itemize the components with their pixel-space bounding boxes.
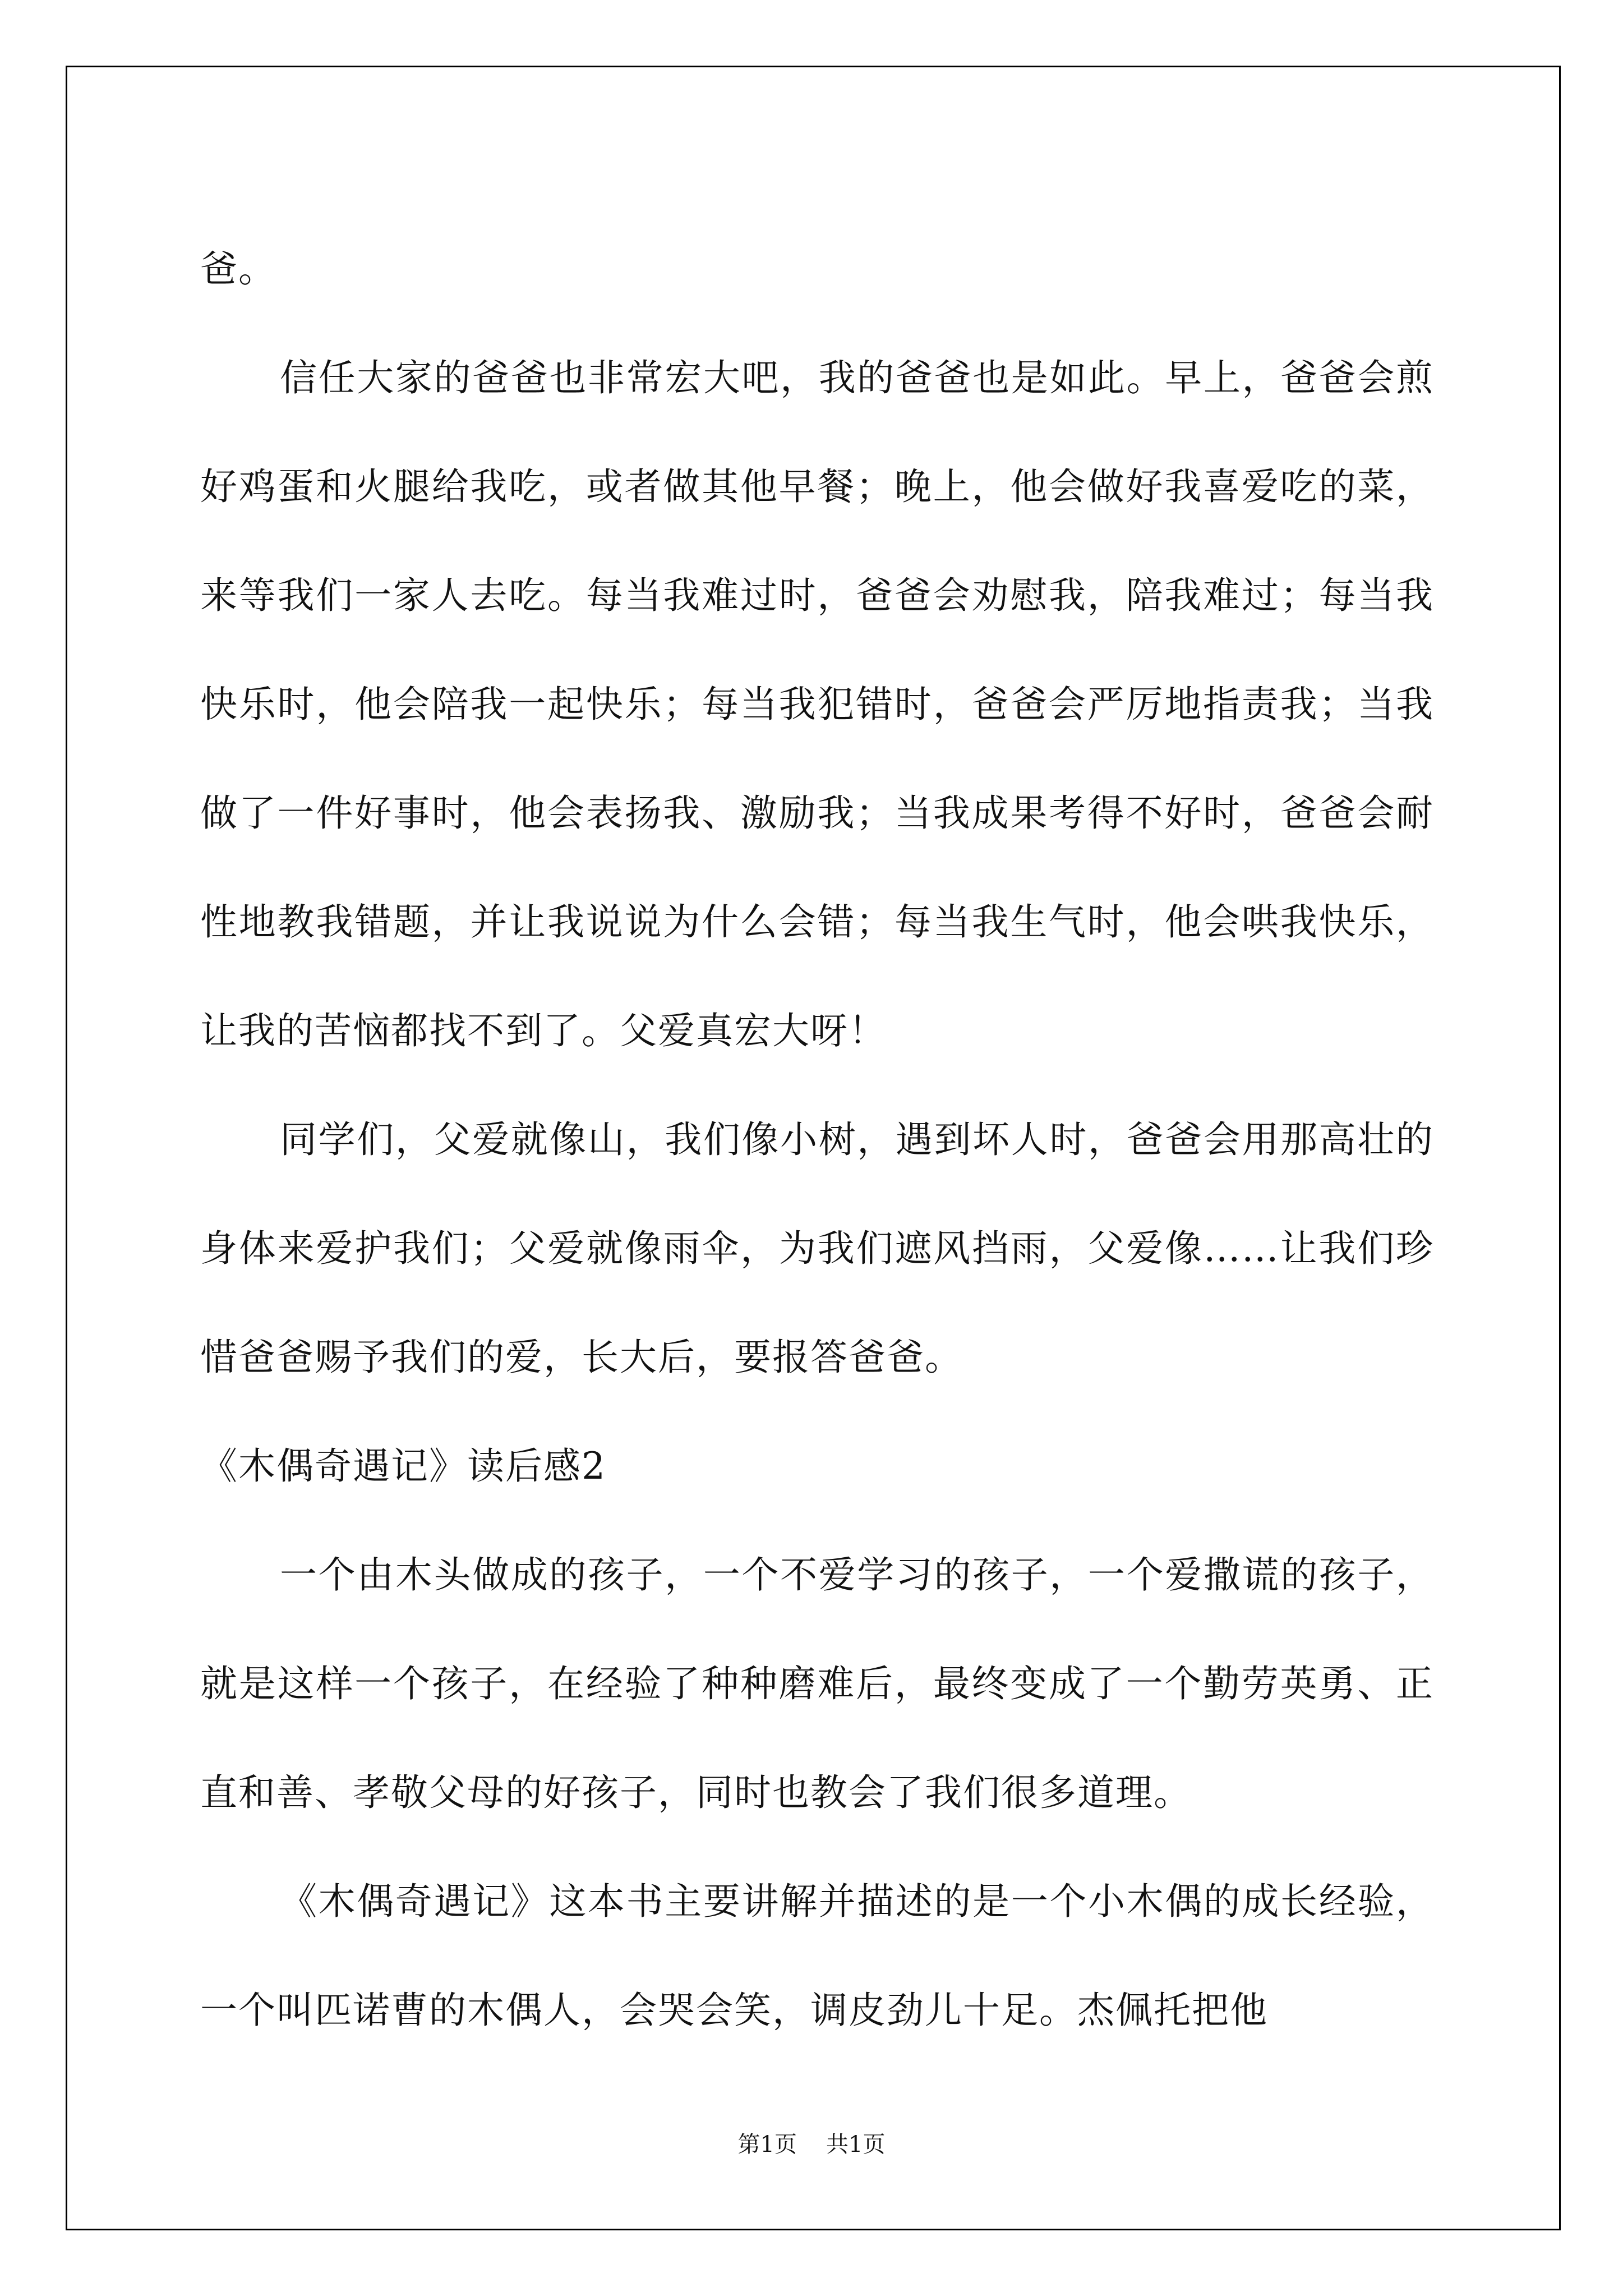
paragraph-father-love-metaphor: 同学们，父爱就像山，我们像小树，遇到坏人时，爸爸会用那高壮的身体来爱护我们；父爱就像雨伞，为我们遮风挡雨，父爱像……让我们珍惜爸爸赐予我们的爱，长大后，要报答爸爸。	[200, 1118, 1434, 1379]
section-heading: 《木偶奇遇记》读后感2	[200, 1444, 606, 1488]
paragraph-continuation: 爸。	[200, 247, 276, 291]
page-number: 第1页	[737, 2132, 797, 2157]
paragraph-wooden-child-intro: 一个由木头做成的孩子，一个不爱学习的孩子，一个爱撒谎的孩子，就是这样一个孩子，在经验了种种磨难后，最终变成了一个勤劳英勇、正直和善、孝敬父母的好孩子，同时也教会了我们很多道理。	[200, 1553, 1434, 1814]
page-footer	[0, 2127, 1623, 2159]
paragraph-book-summary: 《木偶奇遇记》这本书主要讲解并描述的是一个小木偶的成长经验，一个叫匹诺曹的木偶人，会哭会笑，调皮劲儿十足。杰佩托把他	[200, 1880, 1434, 2032]
page-total: 共1页	[826, 2132, 886, 2157]
paragraph-father-daily-care: 信任大家的爸爸也非常宏大吧，我的爸爸也是如此。早上，爸爸会煎好鸡蛋和火腿给我吃，或者做其他早餐；晚上，他会做好我喜爱吃的菜，来等我们一家人去吃。每当我难过时，爸爸会劝慰我，陪我难过；每当我快乐时，他会陪我一起快乐；每当我犯错时，爸爸会严厉地指责我；当我做了一件好事时，他会表扬我、激励我；当我成果考得不好时，爸爸会耐性地教我错题，并让我说说为什么会错；每当我生气时，他会哄我快乐，让我的苦恼都找不到了。父爱真宏大呀！	[200, 356, 1434, 1052]
document-body	[200, 215, 1434, 2065]
